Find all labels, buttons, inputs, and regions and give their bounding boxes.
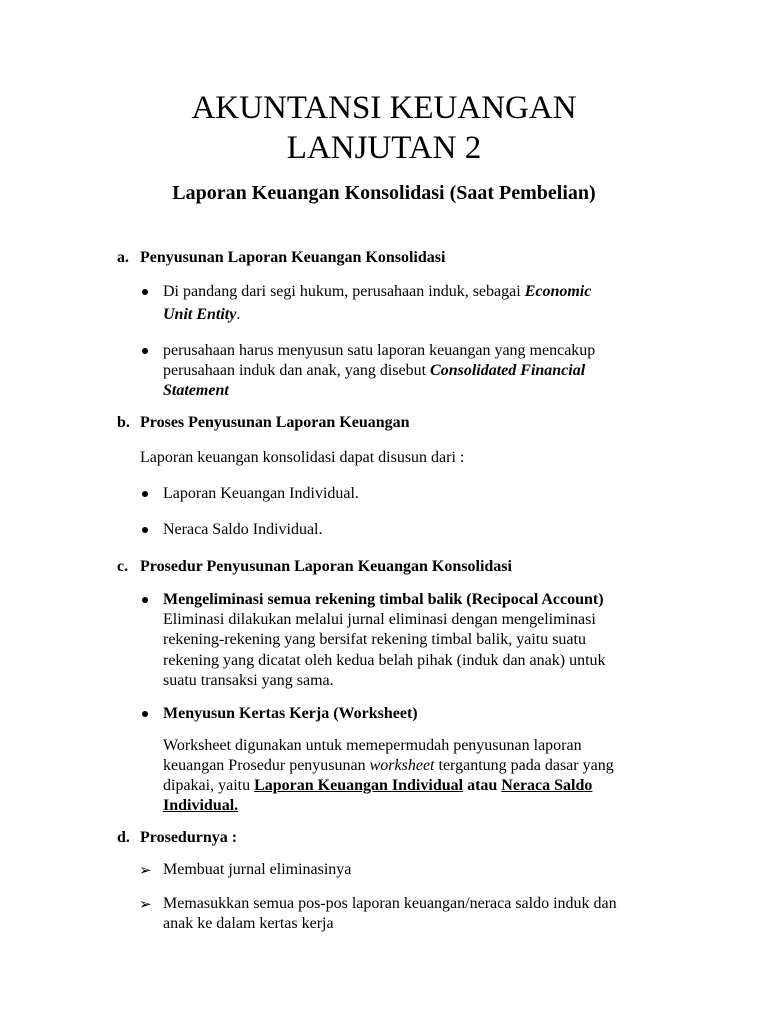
section-a-bullet1-term1: Economic: [524, 283, 592, 300]
section-c-bullet1-line3: rekening yang dicatat oleh kedua belah pihak (induk dan anak) untuk: [163, 652, 606, 669]
section-c-bullet2-heading: Menyusun Kertas Kerja (Worksheet): [163, 705, 418, 722]
section-a-marker: a.: [117, 249, 129, 266]
bullet-dot: [142, 491, 148, 497]
section-c-heading: Prosedur Penyusunan Laporan Keuangan Konsolidasi: [140, 558, 512, 575]
section-c-bullet2-underline1: Laporan Keuangan Individual: [254, 777, 464, 794]
section-c-bullet2-underline2: Neraca Saldo: [501, 777, 593, 794]
section-a-bullet1-line1: [163, 282, 591, 302]
document-title-line1: AKUNTANSI KEUANGAN: [191, 90, 577, 126]
section-d-heading: Prosedurnya :: [140, 829, 238, 846]
arrow-bullet-icon: ➢: [139, 895, 152, 913]
section-b-marker: b.: [117, 414, 130, 431]
section-c-bullet2-italic: worksheet: [369, 757, 435, 774]
bullet-dot: [142, 597, 148, 603]
section-c-bullet2-line2: [163, 756, 614, 776]
section-a-bullet2-line2: [163, 361, 585, 381]
document-title-line2: LANJUTAN 2: [286, 130, 482, 166]
bullet-dot: [142, 527, 148, 533]
section-c-bullet2-tail: tergantung pada dasar yang: [434, 757, 614, 774]
section-b-heading: Proses Penyusunan Laporan Keuangan: [140, 414, 410, 431]
section-d-item2-line2: anak ke dalam kertas kerja: [163, 915, 334, 932]
section-c-bullet2-text: keuangan Prosedur penyusunan: [163, 757, 370, 774]
bullet-dot: [142, 348, 148, 354]
section-d-item2-line1: Memasukkan semua pos-pos laporan keuangan/neraca saldo induk dan: [163, 895, 617, 912]
section-b-bullet1: Laporan Keuangan Individual.: [163, 485, 359, 502]
section-c-marker: c.: [117, 558, 129, 575]
section-a-bullet2-term: Consolidated Financial: [430, 362, 586, 379]
section-c-bullet1-line1: Eliminasi dilakukan melalui jurnal eliminasi dengan mengeliminasi: [163, 611, 596, 628]
section-a-bullet1-term2: Unit Entity: [163, 306, 237, 323]
section-c-bullet2-line3: [163, 776, 592, 796]
section-c-bullet1-line2: rekening-rekening yang bersifat rekening timbal balik, yaitu suatu: [163, 631, 586, 648]
section-c-bullet2-line4: Individual.: [163, 797, 239, 814]
section-a-bullet1-line2: [163, 305, 240, 325]
section-a-heading: Penyusunan Laporan Keuangan Konsolidasi: [140, 249, 446, 266]
document-subtitle: Laporan Keuangan Konsolidasi (Saat Pembelian): [172, 182, 596, 204]
section-a-bullet1-text: Di pandang dari segi hukum, perusahaan induk, sebagai: [163, 283, 525, 300]
section-d-marker: d.: [117, 829, 130, 846]
bullet-dot: [142, 711, 148, 717]
section-a-bullet2-line1: perusahaan harus menyusun satu laporan keuangan yang mencakup: [163, 342, 596, 359]
section-b-bullet2: Neraca Saldo Individual.: [163, 521, 323, 538]
section-c-bullet2-line3-text: dipakai, yaitu: [163, 777, 255, 794]
section-c-bullet1-line4: suatu transaksi yang sama.: [163, 672, 334, 689]
section-c-bullet1-heading: Mengeliminasi semua rekening timbal balik (Recipocal Account): [163, 591, 604, 608]
bullet-dot: [142, 289, 148, 295]
section-c-bullet2-line1: Worksheet digunakan untuk memepermudah penyusunan laporan: [163, 737, 582, 754]
arrow-bullet-icon: ➢: [139, 861, 152, 879]
section-d-item1: Membuat jurnal eliminasinya: [163, 861, 352, 878]
section-a-bullet1-tail: .: [236, 306, 241, 323]
section-b-intro: Laporan keuangan konsolidasi dapat disusun dari :: [140, 449, 465, 466]
section-a-bullet2-text: perusahaan induk dan anak, yang disebut: [163, 362, 431, 379]
section-c-bullet2-mid: atau: [463, 777, 502, 794]
section-a-bullet2-line3: Statement: [163, 382, 229, 399]
